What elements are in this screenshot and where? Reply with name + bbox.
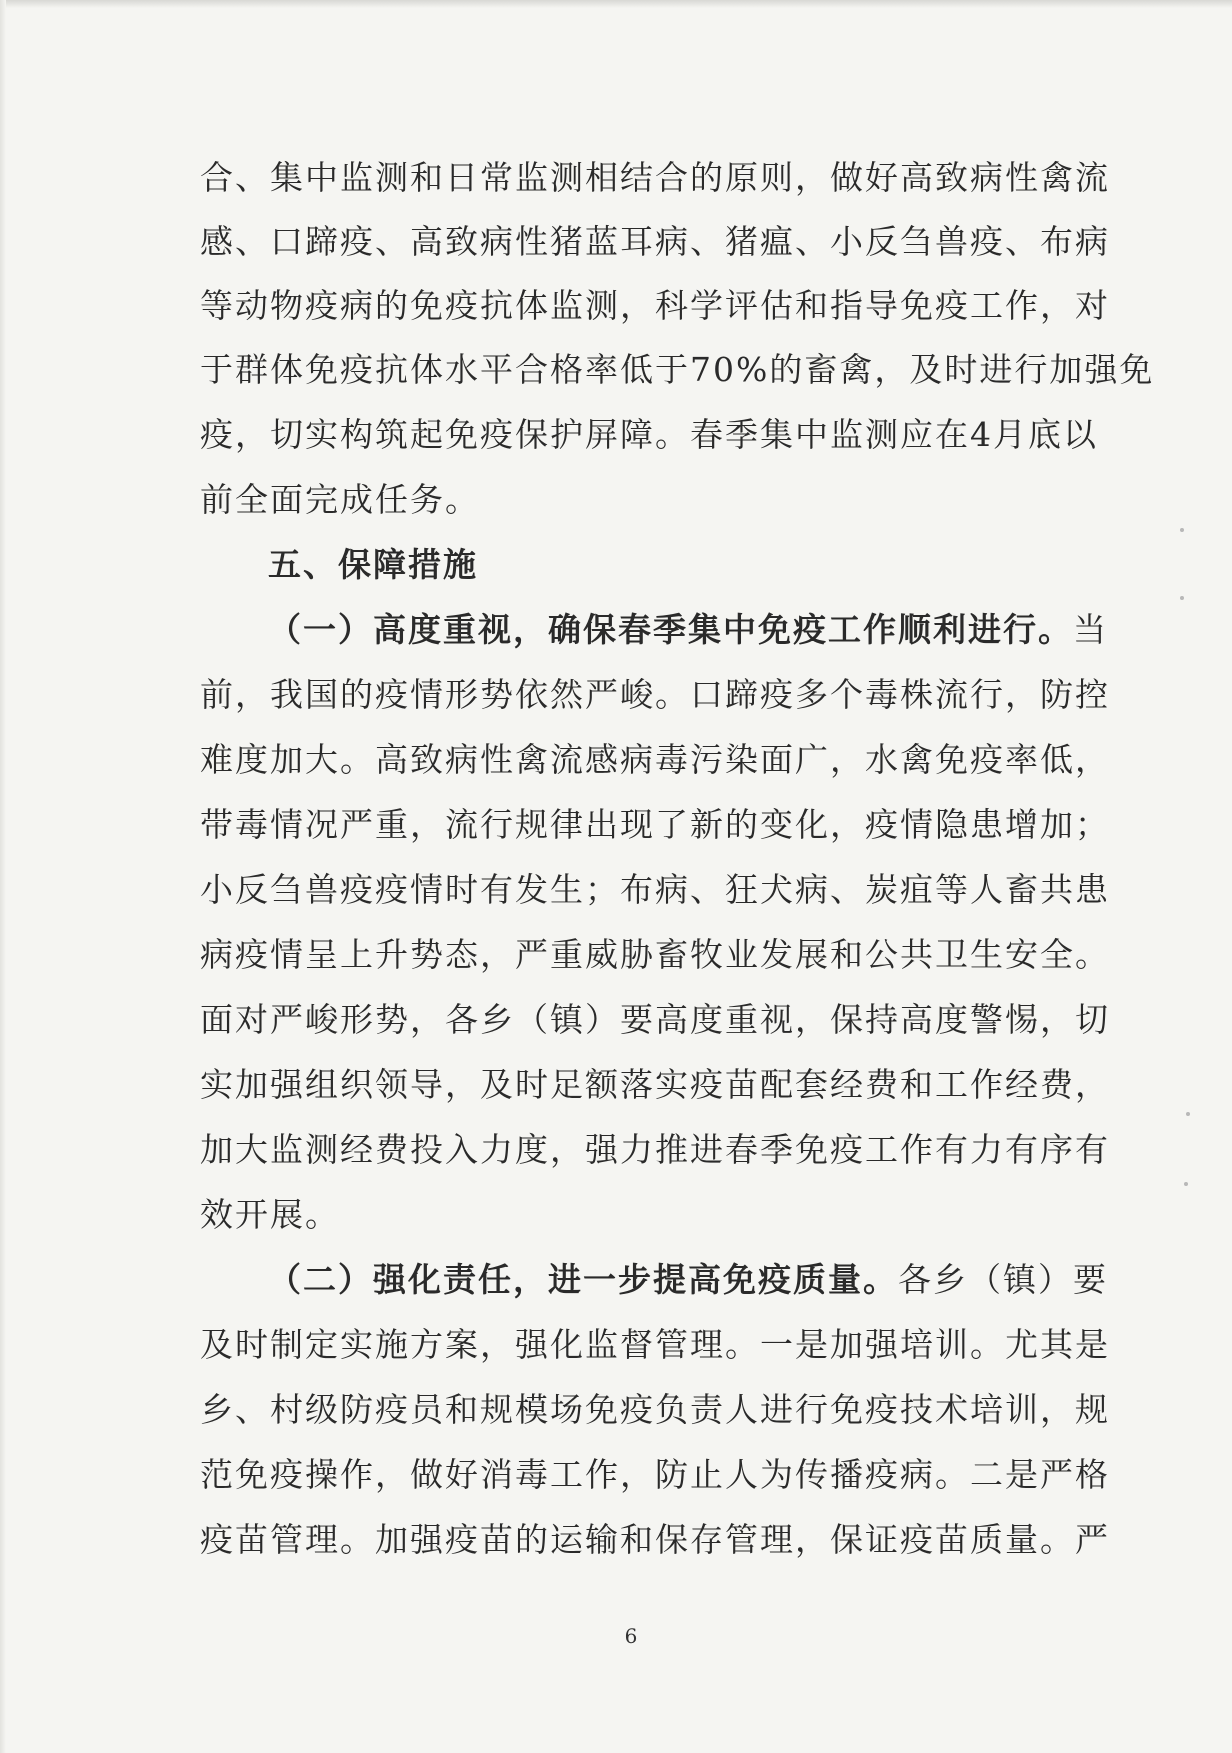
text-line: 疫苗管理。加强疫苗的运输和保存管理，保证疫苗质量。严 — [200, 1520, 1110, 1559]
scan-speck — [1180, 528, 1184, 532]
paragraph-lead-line — [268, 598, 1108, 662]
text-line: 疫，切实构筑起免疫保护屏障。春季集中监测应在4月底以 — [200, 415, 1098, 454]
text-line: 加大监测经费投入力度，强力推进春季免疫工作有力有序有 — [200, 1130, 1110, 1169]
text-line: 范免疫操作，做好消毒工作，防止人为传播疫病。二是严格 — [200, 1455, 1110, 1494]
paragraph-lead-tail: 各乡（镇）要 — [898, 1260, 1108, 1299]
paragraph-lead-tail: 当 — [1073, 610, 1108, 649]
paragraph-lead-line — [268, 1248, 1108, 1312]
text-line: 难度加大。高致病性禽流感病毒污染面广，水禽免疫率低， — [200, 740, 1110, 779]
text-line: 效开展。 — [200, 1195, 340, 1234]
paragraph-lead-title: （一）高度重视，确保春季集中免疫工作顺利进行。 — [268, 610, 1073, 649]
paragraph-lead-title: （二）强化责任，进一步提高免疫质量。 — [268, 1260, 898, 1299]
text-line: 及时制定实施方案，强化监督管理。一是加强培训。尤其是 — [200, 1325, 1110, 1364]
text-line: 合、集中监测和日常监测相结合的原则，做好高致病性禽流 — [200, 158, 1110, 197]
text-line: 实加强组织领导，及时足额落实疫苗配套经费和工作经费， — [200, 1065, 1110, 1104]
page-number: 6 — [624, 1624, 638, 1648]
text-line: 小反刍兽疫疫情时有发生；布病、狂犬病、炭疽等人畜共患 — [200, 870, 1110, 909]
text-line: 乡、村级防疫员和规模场免疫负责人进行免疫技术培训，规 — [200, 1390, 1110, 1429]
text-line: 前，我国的疫情形势依然严峻。口蹄疫多个毒株流行，防控 — [200, 675, 1110, 714]
text-line: 带毒情况严重，流行规律出现了新的变化，疫情隐患增加； — [200, 805, 1110, 844]
scan-speck — [1180, 596, 1184, 600]
text-line: 面对严峻形势，各乡（镇）要高度重视，保持高度警惕，切 — [200, 1000, 1110, 1039]
text-line: 等动物疫病的免疫抗体监测，科学评估和指导免疫工作，对 — [200, 286, 1110, 325]
scan-speck — [1184, 1182, 1188, 1186]
scan-speck — [1186, 1112, 1190, 1116]
text-line: 前全面完成任务。 — [200, 480, 480, 519]
section-heading: 五、保障措施 — [268, 545, 478, 584]
text-line: 于群体免疫抗体水平合格率低于70%的畜禽，及时进行加强免 — [200, 350, 1155, 389]
text-line: 病疫情呈上升势态，严重威胁畜牧业发展和公共卫生安全。 — [200, 935, 1110, 974]
text-line: 感、口蹄疫、高致病性猪蓝耳病、猪瘟、小反刍兽疫、布病 — [200, 222, 1110, 261]
